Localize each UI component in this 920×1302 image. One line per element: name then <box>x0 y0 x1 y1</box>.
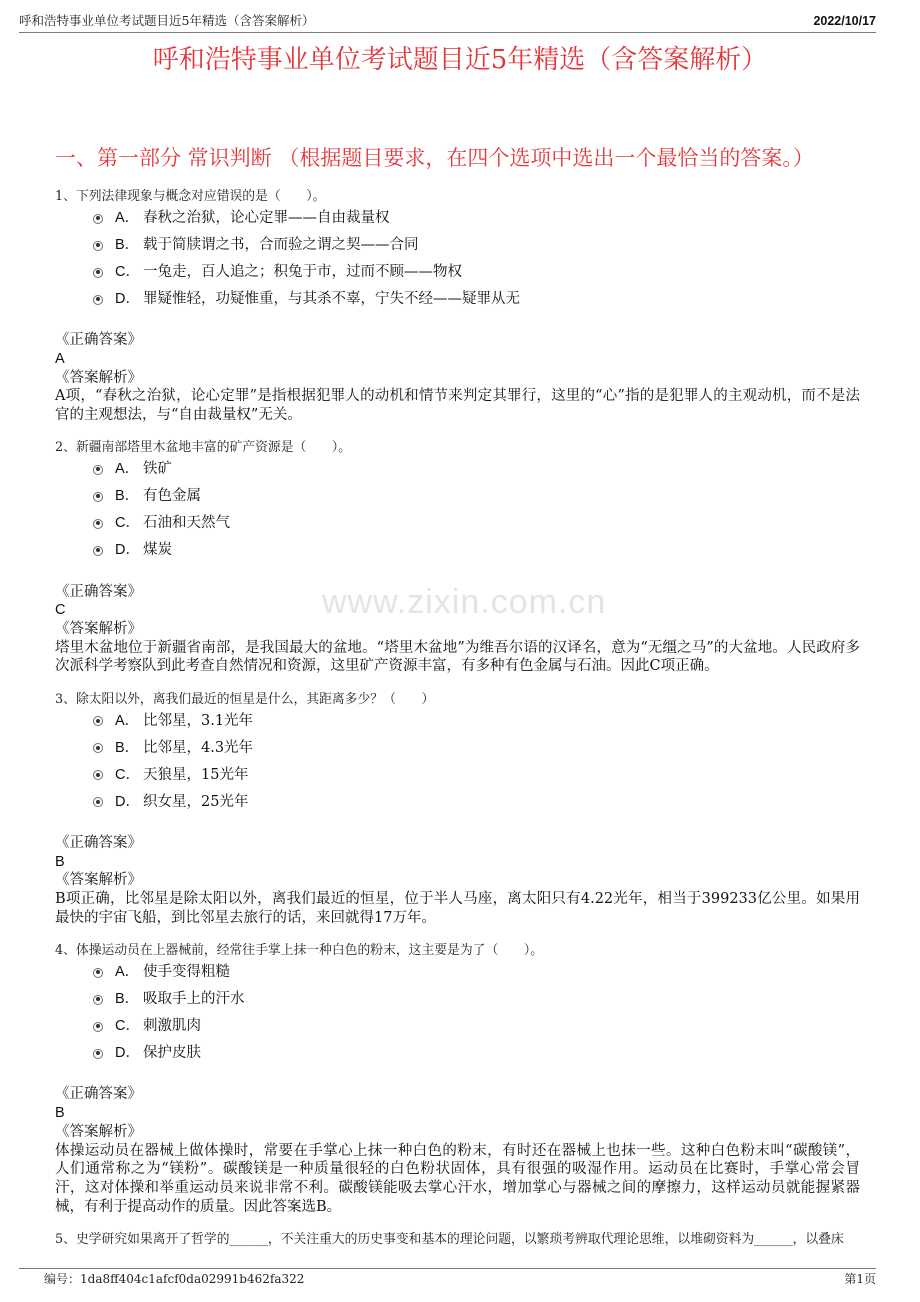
option-letter: B． <box>115 739 140 756</box>
radio-icon <box>93 1022 103 1032</box>
radio-icon <box>93 968 103 978</box>
option-letter: C． <box>115 766 140 783</box>
option-text: 一兔走，百人追之；积兔于市，过而不顾——物权 <box>143 264 462 280</box>
option-list <box>55 205 860 313</box>
question-stem: 3、除太阳以外，离我们最近的恒星是什么，其距离多少？（ ） <box>55 691 435 707</box>
option-c <box>55 510 860 537</box>
option-b <box>55 986 860 1013</box>
option-d <box>55 1040 860 1067</box>
radio-icon <box>93 1049 103 1059</box>
option-text: 载于简牍谓之书，合而验之谓之契——合同 <box>143 237 419 253</box>
option-c <box>55 1013 860 1040</box>
question-stem: 2、新疆南部塔里木盆地丰富的矿产资源是（ ）。 <box>55 440 352 456</box>
radio-icon <box>93 214 103 224</box>
question-2 <box>55 440 860 676</box>
section-heading: 一、第一部分 常识判断 （根据题目要求，在四个选项中选出一个最恰当的答案。） <box>55 146 814 170</box>
option-text: 比邻星，3.1光年 <box>143 712 254 729</box>
question-stem: 4、体操运动员在上器械前，经常往手掌上抹一种白色的粉末，这主要是为了（ ）。 <box>55 943 544 959</box>
option-text: 有色金属 <box>143 488 201 505</box>
option-letter: A． <box>115 964 140 981</box>
option-text: 织女星，25光年 <box>143 793 249 810</box>
correct-answer: B <box>55 853 65 870</box>
option-letter: D． <box>115 291 140 307</box>
question-5-stem: 5、史学研究如果离开了哲学的______，不关注重大的历史事变和基本的理论问题，以繁琐考辨取代理论思维，以堆砌资料为______，以叠床 <box>55 1232 844 1248</box>
header-date: 2022/10/17 <box>813 14 876 28</box>
option-letter: C． <box>115 264 140 280</box>
option-text: 石油和天然气 <box>143 515 230 532</box>
option-text: 使手变得粗糙 <box>143 964 230 981</box>
radio-icon <box>93 716 103 726</box>
correct-answer: B <box>55 1105 65 1122</box>
radio-icon <box>93 546 103 556</box>
option-text: 天狼星，15光年 <box>143 766 249 783</box>
option-d <box>55 286 860 313</box>
analysis-label: 《答案解析》 <box>55 621 142 638</box>
option-list <box>55 959 860 1067</box>
radio-icon <box>93 465 103 475</box>
analysis-line: 次派科学考察队到此考查自然情况和资源，这里矿产资源丰富，有多种有色金属与石油。因此C项正确。 <box>55 658 719 675</box>
answer-section <box>55 331 860 425</box>
radio-icon <box>93 995 103 1005</box>
footer-document-id: 编号：1da8ff404c1afcf0da02991b462fa322 <box>44 1272 305 1286</box>
answer-section <box>55 834 860 928</box>
answer-label: 《正确答案》 <box>55 583 142 600</box>
analysis-label: 《答案解析》 <box>55 872 142 889</box>
analysis-line: 塔里木盆地位于新疆省南部，是我国最大的盆地。“塔里木盆地”为维吾尔语的汉译名，意为“无缰之马”的大盆地。人民政府多 <box>55 639 860 656</box>
option-a <box>55 708 860 735</box>
option-text: 比邻星，4.3光年 <box>143 739 254 756</box>
header-divider <box>19 32 876 33</box>
option-letter: B． <box>115 991 140 1008</box>
option-a <box>55 959 860 986</box>
correct-answer: A <box>55 350 65 367</box>
option-a <box>55 205 860 232</box>
analysis-line: 体操运动员在器械上做体操时，常要在手掌心上抹一种白色的粉末，有时还在器械上也抹一些。这种白色粉末叫“碳酸镁”， <box>55 1142 860 1159</box>
option-list <box>55 456 860 564</box>
option-text: 保护皮肤 <box>143 1045 201 1062</box>
question-3 <box>55 692 860 928</box>
radio-icon <box>93 797 103 807</box>
analysis-line: B项正确，比邻星是除太阳以外，离我们最近的恒星，位于半人马座，离太阳只有4.22光年，相当于399233亿公里。如果用 <box>55 891 860 908</box>
option-b <box>55 483 860 510</box>
watermark: www.zixin.com.cn <box>322 583 607 621</box>
option-letter: A． <box>115 210 140 226</box>
option-d <box>55 789 860 816</box>
footer-divider <box>19 1268 876 1269</box>
radio-icon <box>93 743 103 753</box>
radio-icon <box>93 492 103 502</box>
page-title: 呼和浩特事业单位考试题目近5年精选（含答案解析） <box>152 45 768 75</box>
option-letter: D． <box>115 1045 140 1062</box>
option-d <box>55 537 860 564</box>
footer-page-number: 第1页 <box>844 1272 876 1286</box>
option-list <box>55 708 860 816</box>
option-letter: B． <box>115 488 140 505</box>
option-text: 刺激肌肉 <box>143 1018 201 1035</box>
option-letter: D． <box>115 542 140 559</box>
question-1 <box>55 189 860 425</box>
analysis-line: 汗，这对体操和举重运动员来说非常不利。碳酸镁能吸去掌心汗水，增加掌心与器械之间的摩擦力，这样运动员就能握紧器 <box>55 1179 860 1196</box>
option-letter: C． <box>115 515 140 532</box>
option-b <box>55 232 860 259</box>
analysis-line: 人们通常称之为“镁粉”。碳酸镁是一种质量很轻的白色粉状固体，具有很强的吸湿作用。运动员在比赛时，手掌心常会冒 <box>55 1161 860 1178</box>
answer-label: 《正确答案》 <box>55 332 142 349</box>
option-text: 罪疑惟轻，功疑惟重，与其杀不辜，宁失不经——疑罪从无 <box>143 291 520 307</box>
option-c <box>55 259 860 286</box>
option-a <box>55 456 860 483</box>
answer-section <box>55 583 860 677</box>
analysis-label: 《答案解析》 <box>55 1123 142 1140</box>
header-doc-title: 呼和浩特事业单位考试题目近5年精选（含答案解析） <box>19 13 315 28</box>
question-list <box>55 189 860 1248</box>
radio-icon <box>93 295 103 305</box>
analysis-label: 《答案解析》 <box>55 369 142 386</box>
option-letter: C． <box>115 1018 140 1035</box>
option-letter: A． <box>115 461 140 478</box>
analysis-line: A项，“春秋之治狱，论心定罪”是指根据犯罪人的动机和情节来判定其罪行，这里的“心”指的是犯罪人的主观动机，而不是法 <box>55 388 860 405</box>
analysis-line: 最快的宇宙飞船，到比邻星去旅行的话，来回就得17万年。 <box>55 909 436 926</box>
option-text: 吸取手上的汗水 <box>143 991 245 1008</box>
radio-icon <box>93 241 103 251</box>
option-letter: D． <box>115 793 140 810</box>
answer-section <box>55 1085 860 1216</box>
option-letter: A． <box>115 712 140 729</box>
option-letter: B． <box>115 237 140 253</box>
radio-icon <box>93 770 103 780</box>
option-c <box>55 762 860 789</box>
answer-label: 《正确答案》 <box>55 1086 142 1103</box>
question-4 <box>55 943 860 1216</box>
radio-icon <box>93 519 103 529</box>
correct-answer: C <box>55 602 66 619</box>
option-text: 煤炭 <box>143 542 172 559</box>
option-b <box>55 735 860 762</box>
radio-icon <box>93 268 103 278</box>
analysis-line: 械，有利于提高动作的质量。因此答案选B。 <box>55 1198 342 1215</box>
analysis-line: 官的主观想法，与“自由裁量权”无关。 <box>55 407 302 424</box>
question-stem: 1、下列法律现象与概念对应错误的是（ ）。 <box>55 189 326 204</box>
answer-label: 《正确答案》 <box>55 835 142 852</box>
option-text: 铁矿 <box>143 461 172 478</box>
option-text: 春秋之治狱，论心定罪——自由裁量权 <box>143 210 390 226</box>
